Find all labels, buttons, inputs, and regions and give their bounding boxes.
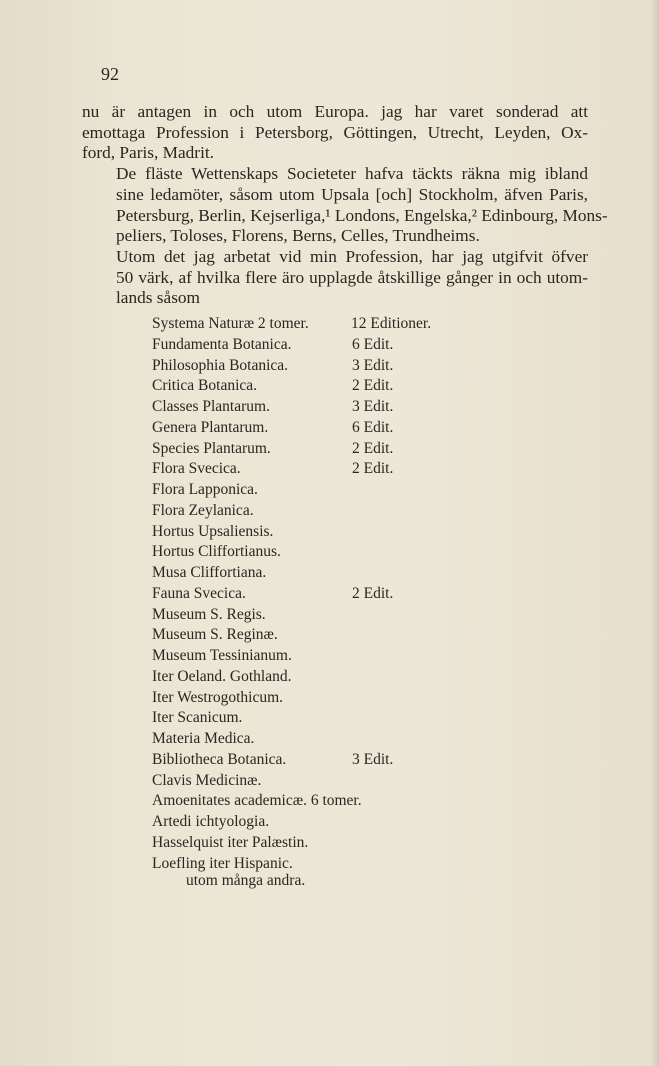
closing-line: utom många andra. [186, 872, 306, 889]
work-entry [152, 605, 472, 626]
work-title: Museum S. Regis. [152, 605, 266, 623]
work-title: Fundamenta Botanica. [152, 335, 292, 353]
work-edition-count: 3 Edit. [352, 398, 394, 415]
work-title: Hasselquist iter Palæstin. [152, 833, 309, 851]
page-number: 92 [101, 64, 119, 84]
work-title: Iter Scanicum. [152, 709, 243, 727]
work-edition-count: 12 Editioner. [351, 315, 432, 332]
work-edition-count: 3 Edit. [352, 356, 394, 374]
work-entry [152, 480, 472, 501]
work-entry [152, 397, 472, 418]
work-title: Flora Lapponica. [152, 481, 258, 498]
work-title: Bibliotheca Botanica. [152, 750, 287, 768]
work-title: Museum Tessinianum. [152, 647, 292, 664]
work-title: Clavis Medicinæ. [152, 771, 262, 789]
work-title: Musa Cliffortiana. [152, 564, 267, 581]
paragraph [82, 102, 588, 164]
work-entry [152, 356, 472, 377]
work-entry [152, 542, 472, 563]
works-list [152, 314, 472, 874]
work-entry [152, 688, 472, 709]
work-entry [152, 584, 472, 605]
text-line: 50 värk, af hvilka flere äro upplagde åtskillige gånger in och utom- [116, 267, 588, 287]
work-title: Critica Botanica. [152, 377, 258, 395]
work-title: Philosophia Botanica. [152, 356, 289, 374]
work-title: Artedi ichtyologia. [152, 813, 270, 830]
text-line: De fläste Wettenskaps Societeter hafva täckts räkna mig ibland [116, 164, 588, 184]
work-entry [152, 729, 472, 750]
work-entry [152, 439, 472, 460]
work-entry [152, 750, 472, 771]
prose-text [82, 102, 608, 309]
work-entry [152, 376, 472, 397]
work-title: Flora Zeylanica. [152, 501, 254, 519]
work-edition-count: 2 Edit. [352, 460, 394, 478]
work-entry [152, 667, 472, 688]
work-entry [152, 833, 472, 854]
text-line: Utom det jag arbetat vid min Profession, har jag utgifvit öfver [116, 246, 588, 266]
text-line: Petersburg, Berlin, Kejserliga,¹ Londons, Engelska,² Edinbourg, Mons- [116, 205, 608, 225]
work-title: Species Plantarum. [152, 439, 271, 457]
work-entry [152, 812, 472, 833]
work-title: Iter Oeland. Gothland. [152, 667, 292, 685]
work-title: Systema Naturæ 2 tomer. [152, 315, 309, 332]
text-line: emottaga Profession i Petersborg, Göttingen, Utrecht, Leyden, Ox- [82, 122, 588, 142]
work-entry [152, 418, 472, 439]
work-edition-count: 2 Edit. [352, 439, 394, 457]
work-title: Museum S. Reginæ. [152, 626, 278, 644]
work-entry [152, 522, 472, 543]
page-edge-shadow [651, 0, 659, 1066]
work-edition-count: 2 Edit. [352, 584, 394, 602]
work-title: Genera Plantarum. [152, 418, 269, 436]
work-entry [152, 314, 472, 335]
work-title: Materia Medica. [152, 730, 255, 747]
work-entry [152, 771, 472, 792]
paragraph [82, 247, 588, 309]
text-line: nu är antagen in och utom Europa. jag har varet sonderad att [82, 102, 588, 121]
work-entry [152, 501, 472, 522]
work-title: Fauna Svecica. [152, 584, 246, 602]
work-entry [152, 335, 472, 356]
work-title: Amoenitates academicæ. 6 tomer. [152, 792, 362, 810]
work-entry [152, 646, 472, 667]
work-entry [152, 563, 472, 584]
work-title: Hortus Upsaliensis. [152, 522, 274, 540]
work-edition-count: 2 Edit. [352, 377, 394, 395]
work-entry [152, 625, 472, 646]
text-line: peliers, Toloses, Florens, Berns, Celles, Trundheims. [116, 226, 480, 246]
work-edition-count: 6 Edit. [352, 335, 394, 353]
work-entry [152, 708, 472, 729]
text-line: sine ledamöter, såsom utom Upsala [och] Stockholm, äfven Paris, [116, 184, 588, 204]
work-title: Hortus Cliffortianus. [152, 543, 281, 561]
work-edition-count: 6 Edit. [352, 418, 394, 436]
work-title: Loefling iter Hispanic. [152, 854, 293, 872]
work-entry [152, 791, 472, 812]
paragraph [82, 164, 608, 247]
text-line: ford, Paris, Madrit. [82, 143, 214, 163]
text-line: lands såsom [116, 288, 201, 308]
work-entry [152, 459, 472, 480]
work-edition-count: 3 Edit. [352, 750, 394, 768]
work-title: Classes Plantarum. [152, 398, 270, 415]
work-title: Flora Svecica. [152, 460, 241, 478]
work-title: Iter Westrogothicum. [152, 688, 284, 706]
